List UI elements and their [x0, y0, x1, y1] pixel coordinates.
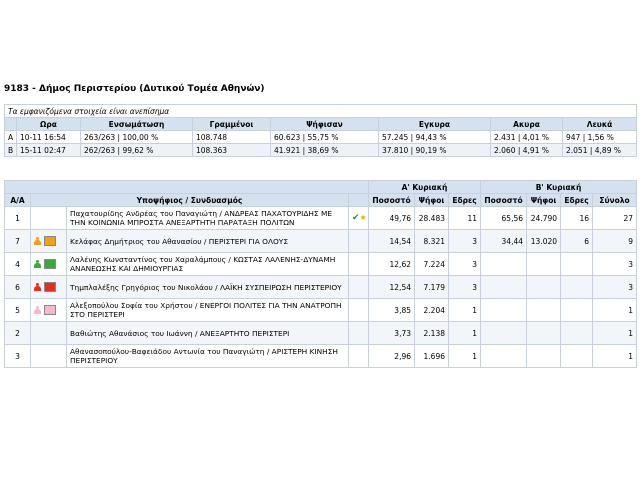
b-votes-cell [527, 345, 561, 368]
registered-cell: 108.748 [193, 131, 271, 144]
check-icon: ✔ [352, 213, 360, 223]
invalid-cell: 2.431 | 4,01 % [491, 131, 563, 144]
b-seats-cell [561, 299, 593, 322]
aa-cell: 5 [5, 299, 31, 322]
a-votes-cell: 2.138 [415, 322, 449, 345]
candidate-row [5, 230, 637, 253]
results-header-spacer [5, 181, 369, 194]
star-icon: ★ [359, 213, 367, 222]
b-votes-cell [527, 276, 561, 299]
a-seats-cell: 1 [449, 299, 481, 322]
elected-cell [349, 253, 369, 276]
round-a-header: Α' Κυριακή [369, 181, 481, 194]
total-header: Σύνολο [593, 194, 637, 207]
a-votes-cell: 1.696 [415, 345, 449, 368]
flag-header [349, 194, 369, 207]
a-seats-cell: 3 [449, 276, 481, 299]
b-percent-cell [481, 253, 527, 276]
total-cell: 3 [593, 253, 637, 276]
turnout-header-blank [5, 118, 17, 131]
b-votes-cell: 13.020 [527, 230, 561, 253]
time-cell: 15-11 02:47 [17, 144, 81, 157]
a-percent-cell: 12,62 [369, 253, 415, 276]
b-percent-cell [481, 345, 527, 368]
b-seats-header: Εδρες [561, 194, 593, 207]
aa-cell: 2 [5, 322, 31, 345]
party-color-swatch [44, 236, 56, 246]
a-votes-cell: 7.224 [415, 253, 449, 276]
turnout-row [5, 144, 637, 157]
incorporation-cell: 262/263 | 99,62 % [81, 144, 193, 157]
b-percent-cell [481, 322, 527, 345]
voted-cell: 41.921 | 38,69 % [271, 144, 379, 157]
candidate-name: Βαθιώτης Αθανάσιος του Ιωάννη / ΑΝΕΞΑΡΤΗΤΟ ΠΕΡΙΣΤΕΡΙ [67, 322, 349, 345]
voted-cell: 60.623 | 55,75 % [271, 131, 379, 144]
a-percent-cell: 2,96 [369, 345, 415, 368]
a-votes-cell: 8.321 [415, 230, 449, 253]
person-icon [34, 283, 41, 291]
party-icon-cell [31, 299, 67, 322]
registered-cell: 108.363 [193, 144, 271, 157]
party-icon-cell [31, 345, 67, 368]
candidate-name: Αθανασοπούλου-Βαφειάδου Αντωνία του Παναγιώτη / ΑΡΙΣΤΕΡΗ ΚΙΝΗΣΗ ΠΕΡΙΣΤΕΡΙΟΥ [67, 345, 349, 368]
a-seats-cell: 1 [449, 322, 481, 345]
a-percent-cell: 3,85 [369, 299, 415, 322]
a-votes-header: Ψήφοι [415, 194, 449, 207]
a-seats-cell: 1 [449, 345, 481, 368]
aa-cell: 6 [5, 276, 31, 299]
blank-cell: 947 | 1,56 % [563, 131, 637, 144]
turnout-header-voted: Ψήφισαν [271, 118, 379, 131]
candidate-row [5, 299, 637, 322]
total-cell: 1 [593, 299, 637, 322]
party-icon-cell [31, 253, 67, 276]
candidate-row [5, 207, 637, 230]
a-percent-cell: 3,73 [369, 322, 415, 345]
turnout-header-time: Ωρα [17, 118, 81, 131]
party-icon-cell [31, 207, 67, 230]
time-cell: 10-11 16:54 [17, 131, 81, 144]
a-percent-cell: 49,76 [369, 207, 415, 230]
results-table [4, 180, 637, 368]
a-seats-cell: 3 [449, 230, 481, 253]
total-cell: 1 [593, 322, 637, 345]
aa-header: Α/Α [5, 194, 31, 207]
aa-cell: 3 [5, 345, 31, 368]
candidate-header: Υποψήφιος / Συνδυασμός [31, 194, 349, 207]
round-label: B [5, 144, 17, 157]
b-seats-cell [561, 253, 593, 276]
b-percent-header: Ποσοστό [481, 194, 527, 207]
turnout-header-incorporation: Ενσωμάτωση [81, 118, 193, 131]
total-cell: 9 [593, 230, 637, 253]
unofficial-note: Τα εμφανιζόμενα στοιχεία είναι ανεπίσημα [5, 105, 637, 118]
a-percent-cell: 12,54 [369, 276, 415, 299]
party-color-swatch [44, 282, 56, 292]
elected-cell [349, 322, 369, 345]
elected-cell [349, 207, 369, 230]
candidate-name: Κελάφας Δημήτριος του Αθανασίου / ΠΕΡΙΣΤΕΡΙ ΓΙΑ ΟΛΟΥΣ [67, 230, 349, 253]
candidate-name: Τημπλαλέξης Γρηγόριος του Νικολάου / ΛΑΪΚΗ ΣΥΣΠΕΙΡΩΣΗ ΠΕΡΙΣΤΕΡΙΟΥ [67, 276, 349, 299]
a-votes-cell: 28.483 [415, 207, 449, 230]
b-seats-cell: 6 [561, 230, 593, 253]
party-icon-cell [31, 230, 67, 253]
a-votes-cell: 2.204 [415, 299, 449, 322]
b-votes-cell [527, 299, 561, 322]
aa-cell: 7 [5, 230, 31, 253]
valid-cell: 37.810 | 90,19 % [379, 144, 491, 157]
person-icon [34, 237, 41, 245]
b-percent-cell: 65,56 [481, 207, 527, 230]
elected-cell [349, 276, 369, 299]
party-icon-cell [31, 322, 67, 345]
candidate-name: Αλεξοπούλου Σοφία του Χρήστου / ΕΝΕΡΓΟΙ ΠΟΛΙΤΕΣ ΓΙΑ ΤΗΝ ΑΝΑΤΡΟΠΗ ΣΤΟ ΠΕΡΙΣΤΕΡΙ [67, 299, 349, 322]
turnout-header-registered: Γραμμένοι [193, 118, 271, 131]
a-percent-header: Ποσοστό [369, 194, 415, 207]
turnout-header-invalid: Ακυρα [491, 118, 563, 131]
b-seats-cell [561, 322, 593, 345]
turnout-header-valid: Εγκυρα [379, 118, 491, 131]
party-color-swatch [44, 305, 56, 315]
total-cell: 27 [593, 207, 637, 230]
candidate-row [5, 322, 637, 345]
candidate-row [5, 345, 637, 368]
b-votes-cell: 24.790 [527, 207, 561, 230]
party-icon-cell [31, 276, 67, 299]
party-color-swatch [44, 259, 56, 269]
b-votes-cell [527, 253, 561, 276]
incorporation-cell: 263/263 | 100,00 % [81, 131, 193, 144]
b-seats-cell [561, 276, 593, 299]
valid-cell: 57.245 | 94,43 % [379, 131, 491, 144]
round-b-header: Β' Κυριακή [481, 181, 637, 194]
b-percent-cell: 34,44 [481, 230, 527, 253]
turnout-table [4, 104, 637, 157]
page-title: 9183 - Δήμος Περιστερίου (Δυτικού Τομέα Αθηνών) [4, 84, 265, 94]
aa-cell: 4 [5, 253, 31, 276]
elected-cell [349, 230, 369, 253]
b-percent-cell [481, 299, 527, 322]
total-cell: 3 [593, 276, 637, 299]
a-seats-cell: 11 [449, 207, 481, 230]
a-votes-cell: 7.179 [415, 276, 449, 299]
round-label: A [5, 131, 17, 144]
a-percent-cell: 14,54 [369, 230, 415, 253]
turnout-header-blank-votes: Λευκά [563, 118, 637, 131]
blank-cell: 2.051 | 4,89 % [563, 144, 637, 157]
elected-cell [349, 299, 369, 322]
a-seats-cell: 3 [449, 253, 481, 276]
candidate-row [5, 253, 637, 276]
b-percent-cell [481, 276, 527, 299]
total-cell: 1 [593, 345, 637, 368]
person-icon [34, 306, 41, 314]
b-seats-cell: 16 [561, 207, 593, 230]
candidate-row [5, 276, 637, 299]
a-seats-header: Εδρες [449, 194, 481, 207]
aa-cell: 1 [5, 207, 31, 230]
person-icon [34, 260, 41, 268]
b-votes-header: Ψήφοι [527, 194, 561, 207]
b-votes-cell [527, 322, 561, 345]
elected-cell [349, 345, 369, 368]
turnout-row [5, 131, 637, 144]
invalid-cell: 2.060 | 4,91 % [491, 144, 563, 157]
b-seats-cell [561, 345, 593, 368]
candidate-name: Παχατουρίδης Ανδρέας του Παναγιώτη / ΑΝΔΡΕΑΣ ΠΑΧΑΤΟΥΡΙΔΗΣ ΜΕ ΤΗΝ ΚΟΙΝΩΝΙΑ ΜΠΡΟΣΤΑ ΑΝΕΞΑΡΤΗΤΗ ΠΑΡΑΤΑΞΗ ΠΟΛΙΤΩΝ [67, 207, 349, 230]
candidate-name: Λαλένης Κωνσταντίνος του Χαραλάμπους / ΚΩΣΤΑΣ ΛΑΛΕΝΗΣ-ΔΥΝΑΜΗ ΑΝΑΝΕΩΣΗΣ ΚΑΙ ΔΗΜΙΟΥΡΓΙΑΣ [67, 253, 349, 276]
